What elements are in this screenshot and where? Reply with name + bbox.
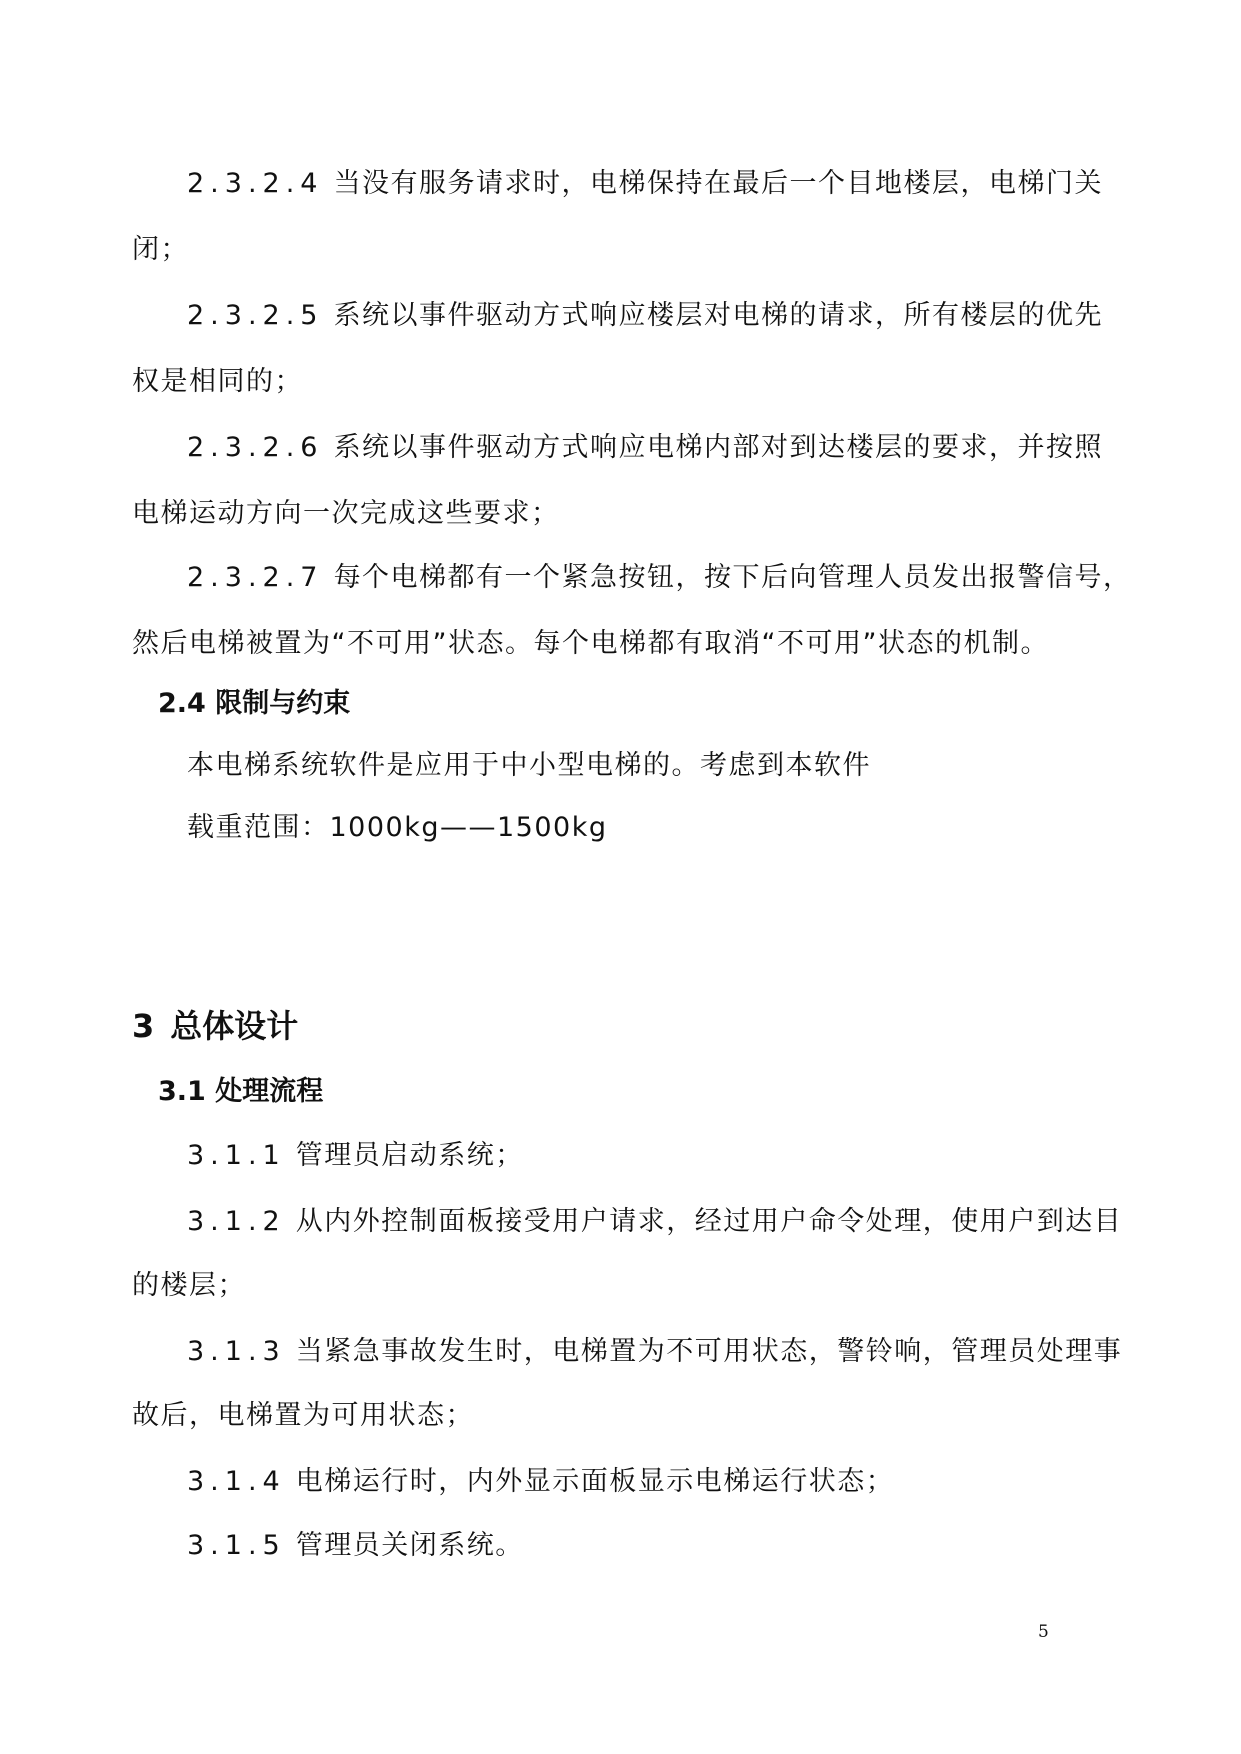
clause-text: 从内外控制面板接受用户请求，经过用户命令处理，使用户到达目	[295, 1206, 1123, 1237]
paragraph-2-3-2-4-line-2: 闭；	[132, 234, 189, 265]
clause-number: 3.1.5	[187, 1530, 286, 1561]
paragraph-2-3-2-7-line-2: 然后电梯被置为“不可用”状态。每个电梯都有取消“不可用”状态的机制。	[132, 628, 1049, 659]
section-2-4-line-2: 载重范围：1000kg——1500kg	[187, 812, 608, 843]
section-3-number: 3	[132, 1007, 155, 1045]
item-3-1-1	[187, 1138, 524, 1174]
clause-number: 2.3.2.6	[187, 432, 324, 463]
clause-number: 2.3.2.7	[187, 562, 324, 593]
paragraph-2-3-2-5-line-1	[187, 298, 1103, 334]
section-3-title: 总体设计	[170, 1007, 299, 1045]
clause-text: 管理员启动系统；	[295, 1140, 524, 1171]
clause-text: 当没有服务请求时，电梯保持在最后一个目地楼层，电梯门关	[333, 168, 1104, 199]
section-3-heading	[132, 1006, 298, 1046]
clause-text: 电梯运行时，内外显示面板显示电梯运行状态；	[295, 1466, 895, 1497]
clause-text: 系统以事件驱动方式响应电梯内部对到达楼层的要求，并按照	[333, 432, 1104, 463]
paragraph-2-3-2-7-line-1	[187, 560, 1132, 596]
clause-number: 3.1.4	[187, 1466, 286, 1497]
paragraph-2-3-2-5-line-2: 权是相同的；	[132, 366, 303, 397]
clause-text: 系统以事件驱动方式响应楼层对电梯的请求，所有楼层的优先	[333, 300, 1104, 331]
item-3-1-5	[187, 1528, 524, 1564]
clause-text: 管理员关闭系统。	[295, 1530, 524, 1561]
section-2-4-heading: 2.4 限制与约束	[158, 688, 351, 719]
clause-text: 每个电梯都有一个紧急按钮，按下后向管理人员发出报警信号，	[333, 562, 1132, 593]
paragraph-2-3-2-4-line-1	[187, 166, 1103, 202]
paragraph-2-3-2-6-line-1	[187, 430, 1103, 466]
clause-number: 2.3.2.5	[187, 300, 324, 331]
page-number: 5	[1038, 1622, 1049, 1642]
item-3-1-3-line-1	[187, 1334, 1122, 1370]
section-2-4-line-1: 本电梯系统软件是应用于中小型电梯的。考虑到本软件	[187, 750, 871, 781]
clause-number: 3.1.1	[187, 1140, 286, 1171]
clause-text: 当紧急事故发生时，电梯置为不可用状态，警铃响，管理员处理事	[295, 1336, 1123, 1367]
item-3-1-2-line-2: 的楼层；	[132, 1270, 246, 1301]
section-3-1-heading: 3.1 处理流程	[158, 1076, 324, 1107]
item-3-1-2-line-1	[187, 1204, 1122, 1240]
clause-number: 3.1.3	[187, 1336, 286, 1367]
item-3-1-3-line-2: 故后，电梯置为可用状态；	[132, 1400, 474, 1431]
clause-number: 3.1.2	[187, 1206, 286, 1237]
item-3-1-4	[187, 1464, 894, 1500]
clause-number: 2.3.2.4	[187, 168, 324, 199]
paragraph-2-3-2-6-line-2: 电梯运动方向一次完成这些要求；	[132, 498, 560, 529]
